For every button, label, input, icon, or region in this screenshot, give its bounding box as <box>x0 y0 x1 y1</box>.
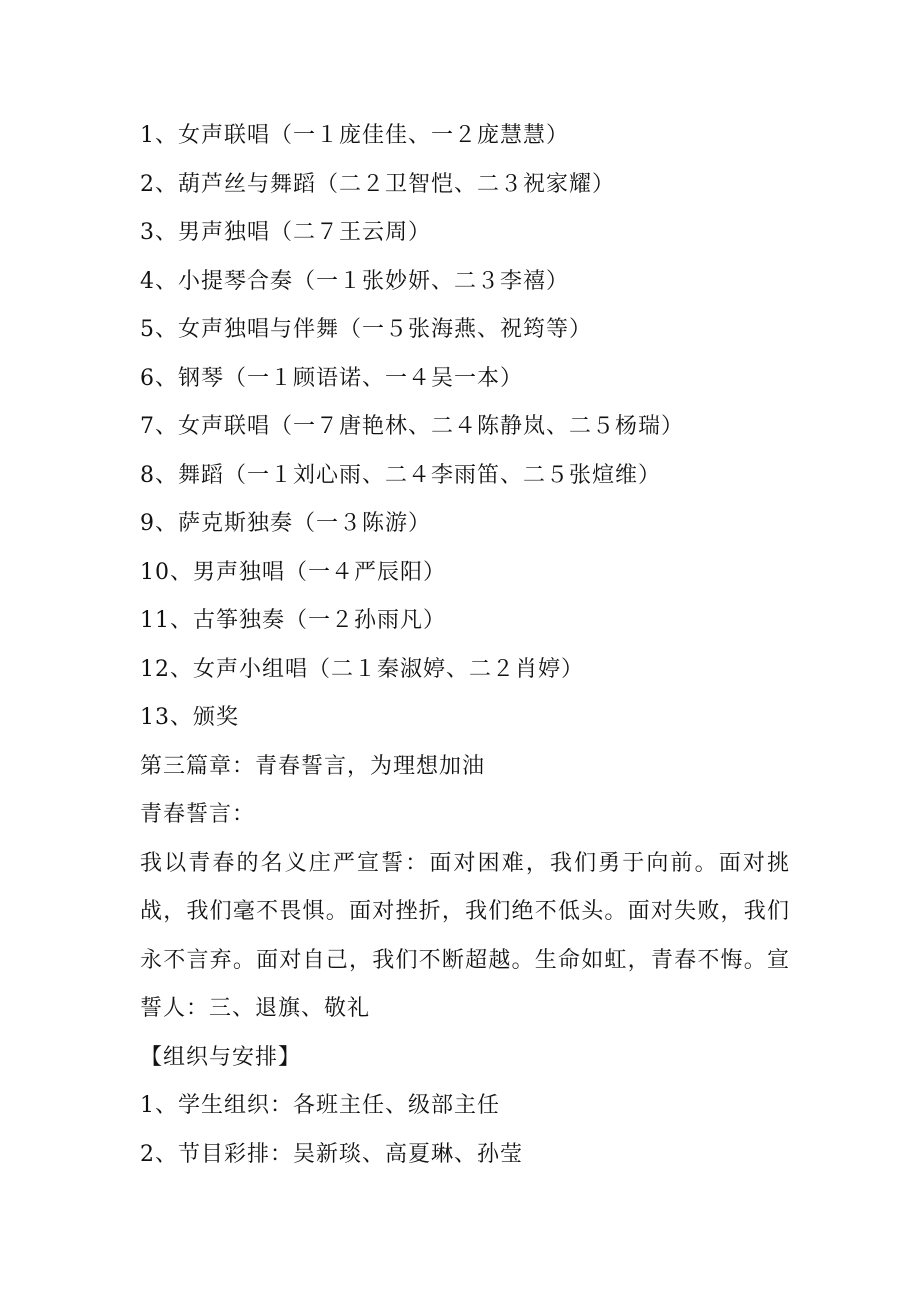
document-body <box>140 112 790 1179</box>
organization-item-1: 1、学生组织：各班主任、级部主任 <box>140 1093 500 1118</box>
oath-heading: 青春誓言： <box>140 802 256 827</box>
program-item-9: 9、萨克斯独奏（一３陈游） <box>140 511 431 536</box>
organization-heading: 【组织与安排】 <box>140 1044 302 1070</box>
program-item-1: 1、女声联唱（一１庞佳佳、一２庞慧慧） <box>140 123 569 148</box>
program-item-8: 8、舞蹈（一１刘心雨、二４李雨笛、二５张煊维） <box>140 462 661 488</box>
program-item-10: 10、男声独唱（一４严辰阳） <box>140 559 446 585</box>
program-item-5: 5、女声独唱与伴舞（一５张海燕、祝筠等） <box>140 317 592 342</box>
program-item-4: 4、小提琴合奏（一１张妙妍、二３李禧） <box>140 268 569 294</box>
program-item-2: 2、葫芦丝与舞蹈（二２卫智恺、二３祝家耀） <box>140 171 615 197</box>
organization-item-2: 2、节目彩排：吴新琰、高夏琳、孙莹 <box>140 1141 523 1167</box>
program-item-6: 6、钢琴（一１顾语诺、一４吴一本） <box>140 365 523 391</box>
program-item-7: 7、女声联唱（一７唐艳林、二４陈静岚、二５杨瑞） <box>140 414 684 439</box>
program-item-11: 11、古筝独奏（一２孙雨凡） <box>140 608 446 633</box>
program-item-3: 3、男声独唱（二７王云周） <box>140 220 431 245</box>
oath-text: 我以青春的名义庄严宣誓：面对困难，我们勇于向前。面对挑战，我们毫不畏惧。面对挫折，我们绝不低头。面对失败，我们永不言弃。面对自己，我们不断超越。生命如虹，青春不悔。宣誓人：三、退旗、敬礼 <box>140 850 790 1021</box>
chapter-three-title: 第三篇章：青春誓言，为理想加油 <box>140 753 486 779</box>
program-item-13: 13、颁奖 <box>140 705 239 730</box>
program-item-12: 12、女声小组唱（二１秦淑婷、二２肖婷） <box>140 656 584 682</box>
